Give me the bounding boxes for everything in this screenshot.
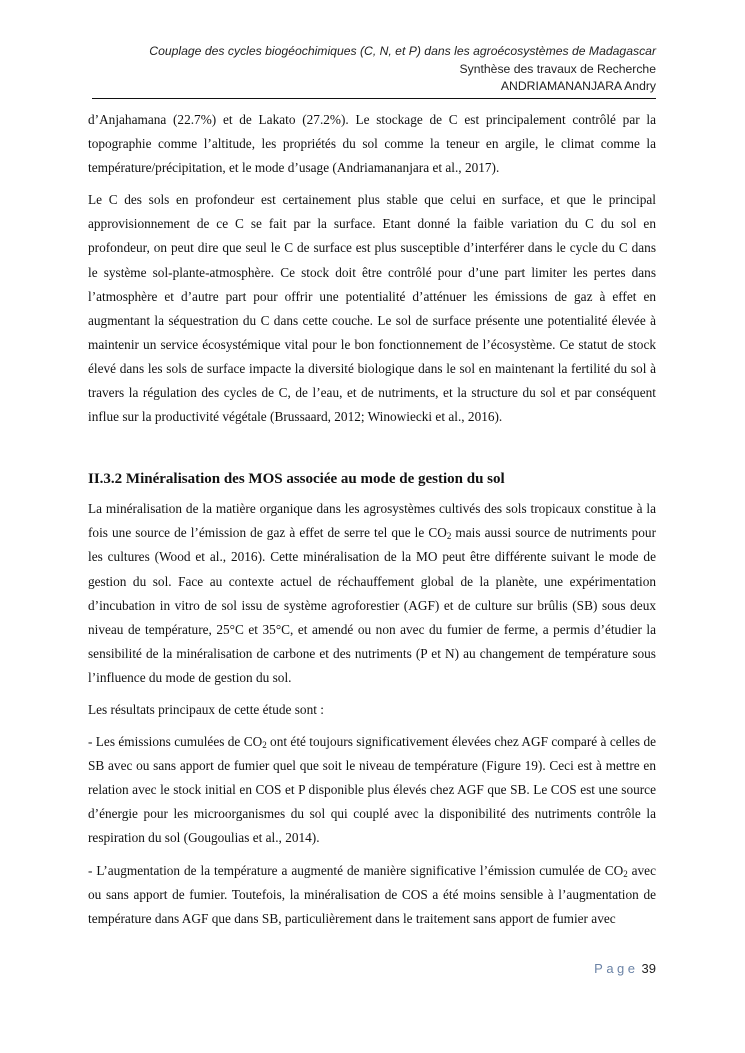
- paragraph: [88, 497, 656, 690]
- paragraph: d’Anjahamana (22.7%) et de Lakato (27.2%). Le stockage de C est principalement contrôlé par la topographie comme l’altitude, les propriétés du sol comme la teneur en argile, le climat comme la température/précipitation, et le mode d’usage (Andriamananjara et al., 2017).: [88, 112, 656, 176]
- text-run: - Les émissions cumulées de CO: [88, 734, 263, 750]
- header-rule: [92, 98, 656, 99]
- subscript: 2: [446, 531, 452, 542]
- paragraph: [88, 859, 656, 931]
- subscript: 2: [623, 868, 628, 879]
- paragraph: Le C des sols en profondeur est certainement plus stable que celui en surface, et que le principal approvisionnement de ce C se fait par la surface. Etant donné la faible variation du C du sol en profondeur, on peut dire que seul le C de surface est plus susceptible d’interférer dans le cycle du C dans le système sol-plante-atmosphère. Ce stock doit être contrôlé pour d’une part limiter les pertes dans l’atmosphère et d’autre part pour offrir une potentialité d’atténuer les émissions de gaz à effet en augmentant la séquestration du C dans cette couche. Le sol de surface présente une potentialité élevée à maintenir un service écosystémique vital pour le bon fonctionnement de l’écosystème. Ce statut de stock élevé dans les sols de surface impacte la diversité biologique dans le sol en maintenant la fertilité du sol à travers la régulation des cycles de C, de l’eau, et de nutriments, et la structure du sol et par conséquent influe sur la productivité végétale (Brussaard, 2012; Winowiecki et al., 2016).: [88, 192, 656, 425]
- page-number: 39: [641, 961, 656, 976]
- text-run: La minéralisation de la matière organique dans les agrosystèmes cultivés des sols tropicaux constitue à la fois une source de l’émission de gaz à effet de serre tel que le CO: [88, 501, 656, 541]
- page-footer: [560, 961, 656, 976]
- text-run: mais aussi source de nutriments pour les cultures (Wood et al., 2016). Cette minéralisation de la MO peut être différente suivant le mode de gestion du sol. Face au contexte actuel de réchauffement global de la planète, une expérimentation d’incubation in vitro de sol issu de système agroforestier (AGF) et de culture sur brûlis (SB) sous deux niveau de température, 25°C et 35°C, et amendé ou non avec du fumier de ferme, a permis d’étudier la sensibilité de la minéralisation de carbone et des nutriments (P et N) au changement de température sous l’influence du mode de gestion du sol.: [88, 525, 657, 685]
- text-run: avec ou sans apport de fumier. Toutefois, la minéralisation de COS a été moins sensible à l’augmentation de température dans AGF que dans SB, particulièrement dans le traitement sans apport de fumier avec: [88, 862, 656, 926]
- subscript: 2: [262, 740, 267, 751]
- running-header-subtitle: Synthèse des travaux de Recherche: [459, 62, 656, 76]
- section-heading: II.3.2 Minéralisation des MOS associée au mode de gestion du sol: [88, 471, 505, 488]
- running-header-author: ANDRIAMANANJARA Andry: [500, 79, 656, 93]
- paragraph: [88, 730, 656, 850]
- paragraph: Les résultats principaux de cette étude sont :: [88, 701, 324, 717]
- page-label: Page: [594, 961, 639, 976]
- running-header-title: Couplage des cycles biogéochimiques (C, N, et P) dans les agroécosystèmes de Madagascar: [149, 44, 656, 58]
- text-run: ont été toujours significativement élevées chez AGF comparé à celles de SB avec ou sans apport de fumier quel que soit le niveau de température (Figure 19). Ceci est à mettre en relation avec le stock initial en COS et P disponible plus élevés chez AGF que SB. Le COS est une source d’énergie pour les microorganismes du sol qui couplé avec la disponibilité des nutriments contrôle la respiration du sol (Gougoulias et al., 2014).: [88, 734, 657, 846]
- page-body: [88, 108, 656, 939]
- text-run: - L’augmentation de la température a augmenté de manière significative l’émission cumulée de CO: [88, 862, 624, 878]
